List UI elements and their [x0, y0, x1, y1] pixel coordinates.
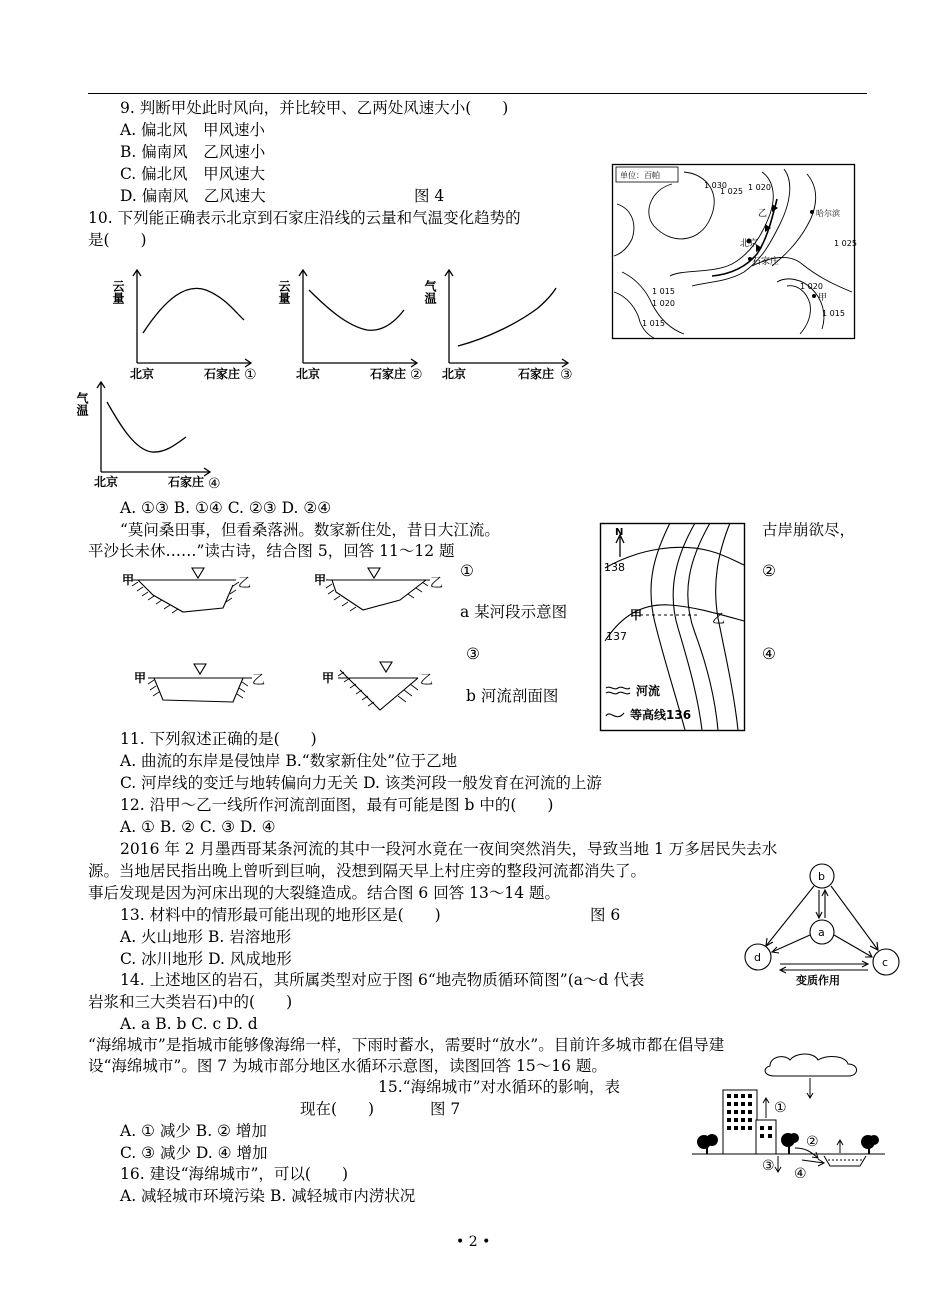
graph3-ylabel: 气温 [423, 280, 437, 304]
fig5b-caption: b 河流剖面图 [466, 687, 559, 705]
fig4-jia: 甲 [818, 293, 828, 303]
fig5b-num-1: ① [460, 562, 474, 580]
fig6-node-c: c [882, 956, 889, 969]
fig4-isobar-1015-sw: 1 015 [652, 287, 675, 296]
fig4-label: 图 4 [414, 187, 445, 205]
q11-options-ab: A. 曲流的东岸是侵蚀岸 B.“数家新住处”位于乙地 [120, 752, 458, 770]
q10-graph-3 [423, 268, 588, 383]
graph2-num: ② [410, 367, 423, 383]
q15-stem-line2: 现在( ) [300, 1100, 375, 1118]
q14-line1: 14. 上述地区的岩石，其所属类型对应于图 6“地壳物质循环简图”(a～d 代表 [120, 971, 645, 989]
fig7-label: 图 7 [430, 1100, 461, 1118]
fig4-isobar-1030: 1 030 [704, 181, 727, 190]
fig5b-num-4: ④ [762, 645, 776, 663]
graph2-x-end: 石家庄 [370, 367, 407, 381]
q15-options-ab: A. ① 减少 B. ② 增加 [120, 1122, 267, 1140]
fig5a-contour-137: 137 [606, 630, 627, 643]
fig4-isobar-1015-se: 1 015 [822, 309, 845, 318]
graph3-x-end: 石家庄 [518, 367, 555, 381]
passage13-line3: 事后发现是因为河床出现的大裂缝造成。结合图 6 回答 13～14 题。 [88, 884, 561, 902]
fig5a-caption: a 某河段示意图 [460, 603, 568, 621]
fig4-yi: 乙 [758, 209, 768, 219]
graph1-num: ① [244, 367, 257, 383]
header-rule [88, 93, 867, 94]
fig4-isobar-map [612, 164, 855, 339]
passage13-line2: 源。当地居民指出晚上曾听到巨响，没想到隔天早上村庄旁的整段河流都消失了。 [88, 862, 647, 880]
passage15-line2: 设“海绵城市”。图 7 为城市部分地区水循环示意图，读图回答 15～16 题。 [88, 1057, 607, 1075]
graph2-x-start: 北京 [296, 367, 321, 381]
q11-options-cd: C. 河岸线的变迁与地转偏向力无关 D. 该类河段一般发育在河流的上游 [120, 774, 602, 792]
fig4-haerbin: 哈尔滨 [816, 209, 840, 218]
q13-options-cd: C. 冰川地形 D. 风成地形 [120, 950, 292, 968]
fig5a-legend-contour: 等高线136 [630, 708, 692, 722]
fig6-node-a: a [818, 926, 825, 939]
graph2-ylabel: 云量 [277, 280, 291, 304]
graph1-ylabel-1: 云量 [111, 280, 125, 304]
fig4-unit: 单位：百帕 [620, 171, 660, 180]
fig6-rock-cycle [740, 862, 905, 990]
fig4-isobar-1020-sw: 1 020 [652, 299, 675, 308]
profile2-yi: 乙 [430, 576, 444, 591]
page-number: • 2 • [456, 1234, 491, 1250]
passage15-line1: “海绵城市”是指城市能够像海绵一样，下雨时蓄水，需要时“放水”。目前许多城市都在倡导建 [88, 1036, 725, 1054]
fig5a-jia: 甲 [630, 608, 643, 622]
q9-stem: 9. 判断甲处此时风向，并比较甲、乙两处风速大小( ) [120, 99, 509, 117]
fig5a-river-map [600, 523, 745, 731]
graph3-num: ③ [560, 367, 573, 383]
q10-stem-line2: 是( ) [88, 231, 147, 249]
graph4-ylabel: 气温 [75, 392, 89, 416]
graph4-x-end: 石家庄 [168, 475, 205, 489]
q13-options-ab: A. 火山地形 B. 岩溶地形 [120, 928, 292, 946]
fig5b-num-3: ③ [466, 645, 480, 663]
fig4-isobar-1025-east: 1 025 [834, 239, 857, 248]
poem-line1-right: 古岸崩欲尽， [762, 521, 856, 539]
q9-option-c: C. 偏北风 甲风速大 [120, 165, 266, 183]
q10-graph-1 [111, 268, 266, 383]
q13-stem: 13. 材料中的情形最可能出现的地形区是( ) [120, 906, 441, 924]
fig4-shijiazhuang: 石家庄 [752, 257, 780, 267]
q15-stem-line1: 15.“海绵城市”对水循环的影响，表 [378, 1078, 620, 1096]
poem-line1: “莫问桑田事，但看桑落洲。数家新住处，昔日大江流。 [120, 521, 500, 539]
fig7-num-2: ② [806, 1134, 819, 1150]
poem-line2: 平沙长未休……”读古诗，结合图 5，回答 11～12 题 [88, 542, 455, 560]
graph4-num: ④ [208, 476, 221, 492]
fig4-beijing: 北京 [740, 239, 759, 249]
fig6-label: 图 6 [590, 906, 621, 924]
profile4-yi: 乙 [420, 673, 434, 688]
fig7-num-3: ③ [762, 1158, 775, 1174]
fig4-isobar-1020-south: 1 020 [800, 282, 823, 291]
fig6-node-d: d [754, 951, 761, 964]
profile1-jia: 甲 [122, 573, 135, 587]
graph3-x-start: 北京 [442, 367, 467, 381]
profile3-jia: 甲 [134, 671, 147, 685]
fig5a-contour-138: 138 [604, 561, 625, 574]
graph1-x-start: 北京 [130, 367, 155, 381]
fig7-urban-water-cycle [690, 1048, 885, 1182]
passage13-line1: 2016 年 2 月墨西哥某条河流的其中一段河水竟在一夜间突然消失，导致当地 1 万多居民失去水 [120, 840, 778, 858]
q12-options: A. ① B. ② C. ③ D. ④ [120, 818, 276, 836]
profile3-yi: 乙 [252, 673, 266, 688]
q9-option-a: A. 偏北风 甲风速小 [120, 121, 266, 139]
q16-options-ab: A. 减轻城市环境污染 B. 减轻城市内涝状况 [120, 1187, 416, 1205]
q12-stem: 12. 沿甲～乙一线所作河流剖面图，最有可能是图 b 中的( ) [120, 796, 554, 814]
fig6-metamorphism: 变质作用 [796, 974, 840, 987]
q10-graph-4 [75, 380, 230, 495]
q10-stem-line1: 10. 下列能正确表示北京到石家庄沿线的云量和气温变化趋势的 [88, 209, 521, 227]
q9-option-d: D. 偏南风 乙风速大 [120, 187, 266, 205]
fig6-node-b: b [818, 870, 825, 883]
q9-option-b: B. 偏南风 乙风速小 [120, 143, 266, 161]
fig5b-num-2: ② [762, 562, 776, 580]
q10-graph-2 [277, 268, 432, 383]
fig5a-legend-river: 河流 [636, 684, 661, 698]
fig5b-profiles [118, 560, 458, 710]
q15-options-cd: C. ③ 减少 D. ④ 增加 [120, 1144, 268, 1162]
fig5a-north: N [615, 527, 624, 538]
graph4-x-start: 北京 [94, 475, 119, 489]
fig5a-yi: 乙 [712, 612, 726, 627]
q10-options: A. ①③ B. ①④ C. ②③ D. ②④ [120, 499, 332, 517]
fig7-num-4: ④ [794, 1166, 807, 1182]
fig7-num-1: ① [774, 1100, 787, 1116]
graph1-x-end: 石家庄 [204, 367, 241, 381]
q11-stem: 11. 下列叙述正确的是( ) [120, 730, 317, 748]
fig4-isobar-1020: 1 020 [748, 183, 771, 192]
profile2-jia: 甲 [314, 573, 327, 587]
profile1-yi: 乙 [238, 576, 252, 591]
fig4-isobar-1015-w: 1 015 [642, 319, 665, 328]
fig4-isobar-1025: 1 025 [720, 187, 743, 196]
profile4-jia: 甲 [322, 671, 335, 685]
q14-line2: 岩浆和三大类岩石)中的( ) [88, 993, 293, 1011]
q16-stem: 16. 建设“海绵城市”，可以( ) [120, 1165, 349, 1183]
q14-options: A. a B. b C. c D. d [120, 1015, 258, 1033]
